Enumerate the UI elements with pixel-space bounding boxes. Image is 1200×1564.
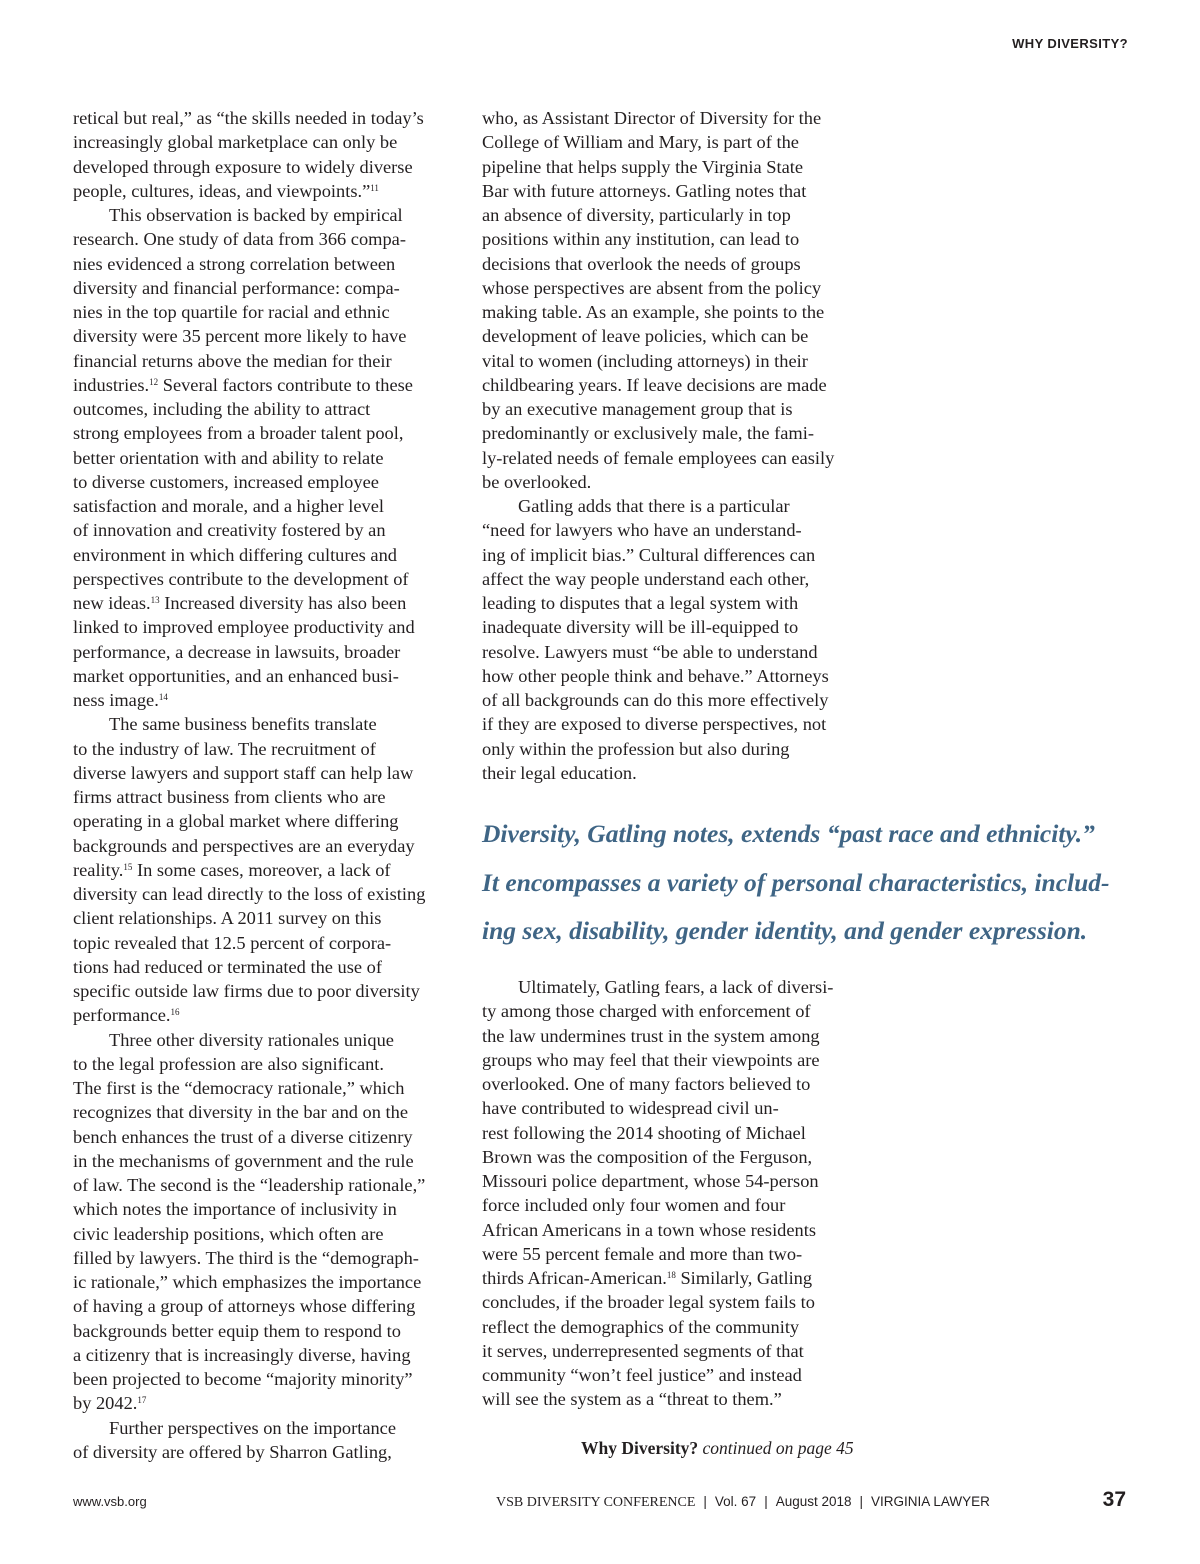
pull-quote-line: It encompasses a variety of personal characteristics, includ-	[482, 867, 1110, 897]
text-segment: Similarly, Gatling	[675, 1268, 813, 1288]
text-line: satisfaction and morale, and a higher level	[73, 496, 384, 516]
text-line: development of leave policies, which can be	[482, 326, 809, 347]
text-line: The first is the “democracy rationale,” which	[73, 1078, 405, 1098]
text-line: diversity can lead directly to the loss of existing	[73, 884, 426, 904]
text-line: groups who may feel that their viewpoints are	[482, 1049, 820, 1070]
text-line	[73, 1391, 453, 1415]
paragraph	[73, 106, 453, 203]
text-segment: In some cases, moreover, a lack of	[132, 859, 391, 880]
footnote-ref: 18	[666, 1270, 676, 1280]
paragraph	[482, 106, 862, 494]
continuation-title: Why Diversity?	[581, 1438, 699, 1458]
text-line: diversity were 35 percent more likely to have	[73, 326, 407, 347]
text-line: Bar with future attorneys. Gatling notes that	[482, 180, 807, 201]
text-line	[73, 688, 453, 712]
text-line: Missouri police department, whose 54-person	[482, 1171, 819, 1191]
text-line: research. One study of data from 366 compa-	[73, 229, 406, 250]
text-line: in the mechanisms of government and the rule	[73, 1150, 414, 1171]
text-line: a citizenry that is increasingly diverse, having	[73, 1344, 411, 1365]
text-line: retical but real,” as “the skills needed in today’s	[73, 108, 424, 128]
text-line: ing of implicit bias.” Cultural differences can	[482, 544, 816, 565]
text-line: recognizes that diversity in the bar and on the	[73, 1102, 409, 1123]
text-segment: industries.	[73, 374, 150, 395]
text-line: better orientation with and ability to relate	[73, 447, 384, 468]
text-line: only within the profession but also during	[482, 738, 790, 759]
footer-url[interactable]: www.vsb.org	[73, 1494, 147, 1509]
text-line: have contributed to widespread civil un-	[482, 1098, 779, 1119]
text-line: backgrounds and perspectives are an everyday	[73, 835, 415, 856]
text-line: “need for lawyers who have an understand-	[482, 520, 802, 541]
text-segment: performance.	[73, 1005, 171, 1026]
text-segment: Several factors contribute to these	[158, 374, 413, 395]
text-segment: by 2042.	[73, 1393, 138, 1414]
text-line: rest following the 2014 shooting of Michael	[482, 1122, 806, 1143]
paragraph	[73, 1028, 453, 1416]
paragraph	[482, 975, 862, 1412]
footer-date: August 2018	[775, 1494, 852, 1509]
footer-publication-info	[496, 1494, 990, 1511]
text-line: pipeline that helps supply the Virginia State	[482, 156, 804, 177]
text-line: ly-related needs of female employees can easily	[482, 447, 835, 468]
text-line: bench enhances the trust of a diverse citizenry	[73, 1126, 413, 1147]
text-line: resolve. Lawyers must “be able to understand	[482, 641, 818, 662]
text-line: overlooked. One of many factors believed to	[482, 1074, 811, 1094]
text-line	[73, 179, 453, 203]
text-line: ic rationale,” which emphasizes the importance	[73, 1272, 422, 1292]
text-segment: reality.	[73, 859, 124, 880]
text-line: College of William and Mary, is part of the	[482, 132, 799, 153]
text-line: affect the way people understand each other,	[482, 568, 810, 589]
right-column-bottom	[482, 975, 862, 1412]
text-line: to the industry of law. The recruitment of	[73, 738, 376, 759]
text-line: Gatling adds that there is a particular	[518, 496, 790, 516]
footer-separator: |	[859, 1494, 864, 1509]
text-line	[73, 591, 453, 615]
footer-separator: |	[764, 1494, 768, 1509]
pull-quote	[482, 810, 1162, 956]
page-number: 37	[1102, 1488, 1126, 1511]
text-line: of innovation and creativity fostered by an	[73, 520, 386, 541]
text-line: predominantly or exclusively male, the fami-	[482, 423, 814, 444]
text-line: firms attract business from clients who are	[73, 787, 386, 807]
text-line: how other people think and behave.” Attorneys	[482, 665, 829, 686]
text-line: strong employees from a broader talent pool,	[73, 423, 404, 444]
text-line: if they are exposed to diverse perspectives, not	[482, 714, 827, 735]
text-line: concludes, if the broader legal system fails to	[482, 1292, 815, 1313]
text-line: by an executive management group that is	[482, 399, 793, 419]
text-line: their legal education.	[482, 762, 637, 783]
text-line: making table. As an example, she points to the	[482, 302, 825, 322]
footnote-ref: 11	[370, 182, 379, 193]
footnote-ref: 12	[149, 376, 159, 387]
text-line: been projected to become “majority minority”	[73, 1369, 413, 1389]
text-line	[73, 373, 453, 397]
footer-publication: VIRGINIA LAWYER	[871, 1494, 990, 1509]
text-line: topic revealed that 12.5 percent of corpora-	[73, 932, 392, 953]
text-line: of having a group of attorneys whose differing	[73, 1296, 416, 1317]
right-column-top	[482, 106, 862, 785]
text-line: backgrounds better equip them to respond to	[73, 1320, 401, 1341]
text-line: diverse lawyers and support staff can help law	[73, 762, 414, 783]
text-line: diversity and financial performance: compa-	[73, 277, 400, 298]
paragraph	[73, 712, 453, 1027]
text-line: force included only four women and four	[482, 1195, 786, 1216]
left-column	[73, 106, 453, 1464]
text-line: be overlooked.	[482, 471, 592, 492]
footnote-ref: 17	[137, 1395, 147, 1406]
text-line: This observation is backed by empirical	[109, 205, 403, 225]
footer-volume: Vol. 67	[714, 1494, 757, 1509]
text-line: leading to disputes that a legal system with	[482, 593, 799, 613]
text-line: client relationships. A 2011 survey on this	[73, 908, 382, 929]
footer-conference: VSB DIVERSITY CONFERENCE	[496, 1495, 696, 1510]
running-header: WHY DIVERSITY?	[1012, 36, 1128, 51]
footnote-ref: 14	[158, 692, 168, 702]
text-line: Brown was the composition of the Ferguson,	[482, 1146, 813, 1167]
footer-separator: |	[703, 1494, 707, 1509]
pull-quote-line: Diversity, Gatling notes, extends “past race and ethnicity.”	[482, 819, 1095, 848]
text-line: childbearing years. If leave decisions are made	[482, 374, 827, 395]
text-line: decisions that overlook the needs of groups	[482, 253, 801, 274]
text-line: performance, a decrease in lawsuits, broader	[73, 641, 401, 662]
text-line: of diversity are offered by Sharron Gatling,	[73, 1441, 392, 1462]
text-line	[73, 1003, 453, 1027]
paragraph	[482, 494, 862, 785]
text-line: vital to women (including attorneys) in their	[482, 350, 808, 371]
text-line: specific outside law firms due to poor diversity	[73, 981, 420, 1001]
text-line: to diverse customers, increased employee	[73, 471, 379, 492]
text-line: increasingly global marketplace can only be	[73, 132, 398, 153]
text-line	[482, 1266, 862, 1290]
text-line: nies evidenced a strong correlation between	[73, 253, 396, 274]
text-line: who, as Assistant Director of Diversity for the	[482, 108, 822, 128]
text-line: Three other diversity rationales unique	[109, 1029, 394, 1050]
footnote-ref: 15	[123, 861, 133, 872]
text-line: filled by lawyers. The third is the “demograph-	[73, 1247, 419, 1268]
text-line: ty among those charged with enforcement of	[482, 1001, 811, 1022]
text-line: financial returns above the median for their	[73, 350, 392, 371]
text-segment: Increased diversity has also been	[159, 593, 407, 613]
paragraph	[73, 203, 453, 712]
text-line: the law undermines trust in the system among	[482, 1025, 820, 1046]
text-line: community “won’t feel justice” and instead	[482, 1365, 802, 1385]
text-line: reflect the demographics of the community	[482, 1316, 800, 1337]
text-segment: new ideas.	[73, 593, 151, 613]
text-line: The same business benefits translate	[109, 714, 377, 735]
text-line: outcomes, including the ability to attract	[73, 399, 371, 419]
text-line: African Americans in a town whose residents	[482, 1219, 817, 1240]
text-line: to the legal profession are also significant.	[73, 1053, 385, 1074]
text-line: developed through exposure to widely diverse	[73, 156, 413, 177]
text-line: market opportunities, and an enhanced busi-	[73, 665, 399, 686]
pull-quote-line: ing sex, disability, gender identity, and gender expression.	[482, 916, 1088, 945]
text-line: nies in the top quartile for racial and ethnic	[73, 302, 390, 322]
text-segment: ness image.	[73, 690, 159, 710]
text-line: will see the system as a “threat to them.”	[482, 1389, 782, 1410]
text-segment: people, cultures, ideas, and viewpoints.”	[73, 180, 371, 201]
text-line: Further perspectives on the importance	[109, 1417, 397, 1438]
text-line: Ultimately, Gatling fears, a lack of diversi-	[518, 977, 834, 997]
text-line: were 55 percent female and more than two-	[482, 1243, 803, 1264]
text-line: environment in which differing cultures and	[73, 544, 397, 565]
paragraph	[73, 1416, 453, 1465]
text-line: perspectives contribute to the development of	[73, 568, 409, 589]
text-line: linked to improved employee productivity and	[73, 617, 415, 638]
text-line: which notes the importance of inclusivity in	[73, 1199, 397, 1220]
text-segment: thirds African-American.	[482, 1268, 667, 1288]
text-line: positions within any institution, can lead to	[482, 229, 800, 250]
text-line: civic leadership positions, which often are	[73, 1223, 384, 1244]
footnote-ref: 13	[150, 595, 160, 605]
text-line: an absence of diversity, particularly in top	[482, 205, 791, 225]
text-line: inadequate diversity will be ill-equipped to	[482, 617, 799, 638]
text-line: tions had reduced or terminated the use of	[73, 956, 382, 977]
text-line	[73, 858, 453, 882]
text-line: of law. The second is the “leadership rationale,”	[73, 1175, 426, 1195]
text-line: whose perspectives are absent from the policy	[482, 277, 822, 298]
continuation-page: continued on page 45	[702, 1438, 854, 1458]
text-line: of all backgrounds can do this more effectively	[482, 690, 829, 710]
text-line: operating in a global market where differing	[73, 811, 399, 832]
continuation-note	[581, 1438, 854, 1459]
footnote-ref: 16	[170, 1007, 180, 1018]
text-line: it serves, underrepresented segments of that	[482, 1340, 804, 1361]
